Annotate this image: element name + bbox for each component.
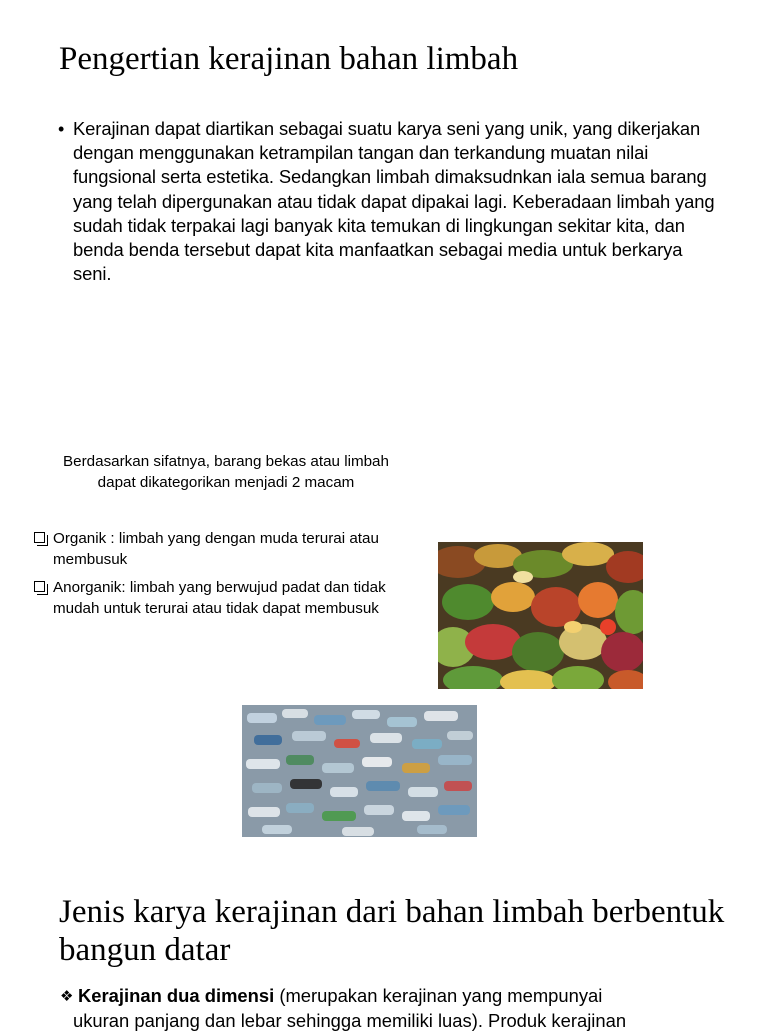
category-anorganic-text: Anorganik: limbah yang berwujud padat dan tidak mudah untuk terurai atau tidak dapat membusuk <box>53 579 386 617</box>
list-item <box>33 529 413 570</box>
categories-heading <box>32 451 420 493</box>
lead-rest: (merupakan kerajinan yang mempunyai <box>274 985 603 1006</box>
diamond-bullet-icon: ❖ <box>60 988 74 1005</box>
checkbox-bullet-icon <box>34 532 45 543</box>
categories-heading-line2: dapat dikategorikan menjadi 2 macam <box>97 474 355 491</box>
bold-lead: Kerajinan dua dimensi <box>78 985 275 1006</box>
list-item <box>33 578 413 619</box>
definition-paragraph: Kerajinan dapat diartikan sebagai suatu karya seni yang unik, yang dikerjakan dengan menggunakan ketrampilan tangan dan terkandung muatan nilai fungsional serta estetika. Sedangkan limbah dimaksudnkan iala semua barang yang telah dipergunakan atau tidak dapat dipakai lagi. Keberadaan limbah yang sudah tidak terpakai lagi banyak kita temukan di lingkungan sekitar kita, dan benda benda tersebut dapat kita manfaatkan sebagai media untuk berkarya seni. <box>73 118 715 285</box>
organic-waste-image <box>438 542 643 689</box>
categories-heading-line1: Berdasarkan sifatnya, barang bekas atau limbah <box>63 453 389 470</box>
definition-bullet <box>58 117 718 286</box>
bottom-line2: ukuran panjang dan lebar sehingga memiliki luas). Produk kerajinan <box>73 1010 627 1031</box>
category-organic-text: Organik : limbah yang dengan muda terurai atau membusuk <box>53 530 379 568</box>
page-title: Pengertian kerajinan bahan limbah <box>59 41 519 77</box>
bullet-icon: • <box>58 119 65 139</box>
checkbox-bullet-icon <box>34 581 45 592</box>
section2-title: Jenis karya kerajinan dari bahan limbah berbentuk bangun datar <box>59 894 725 968</box>
bottom-line1 <box>60 984 740 1009</box>
plastic-bottles-image <box>242 705 477 837</box>
two-dimension-bullet <box>60 984 740 1033</box>
category-list <box>33 529 413 627</box>
